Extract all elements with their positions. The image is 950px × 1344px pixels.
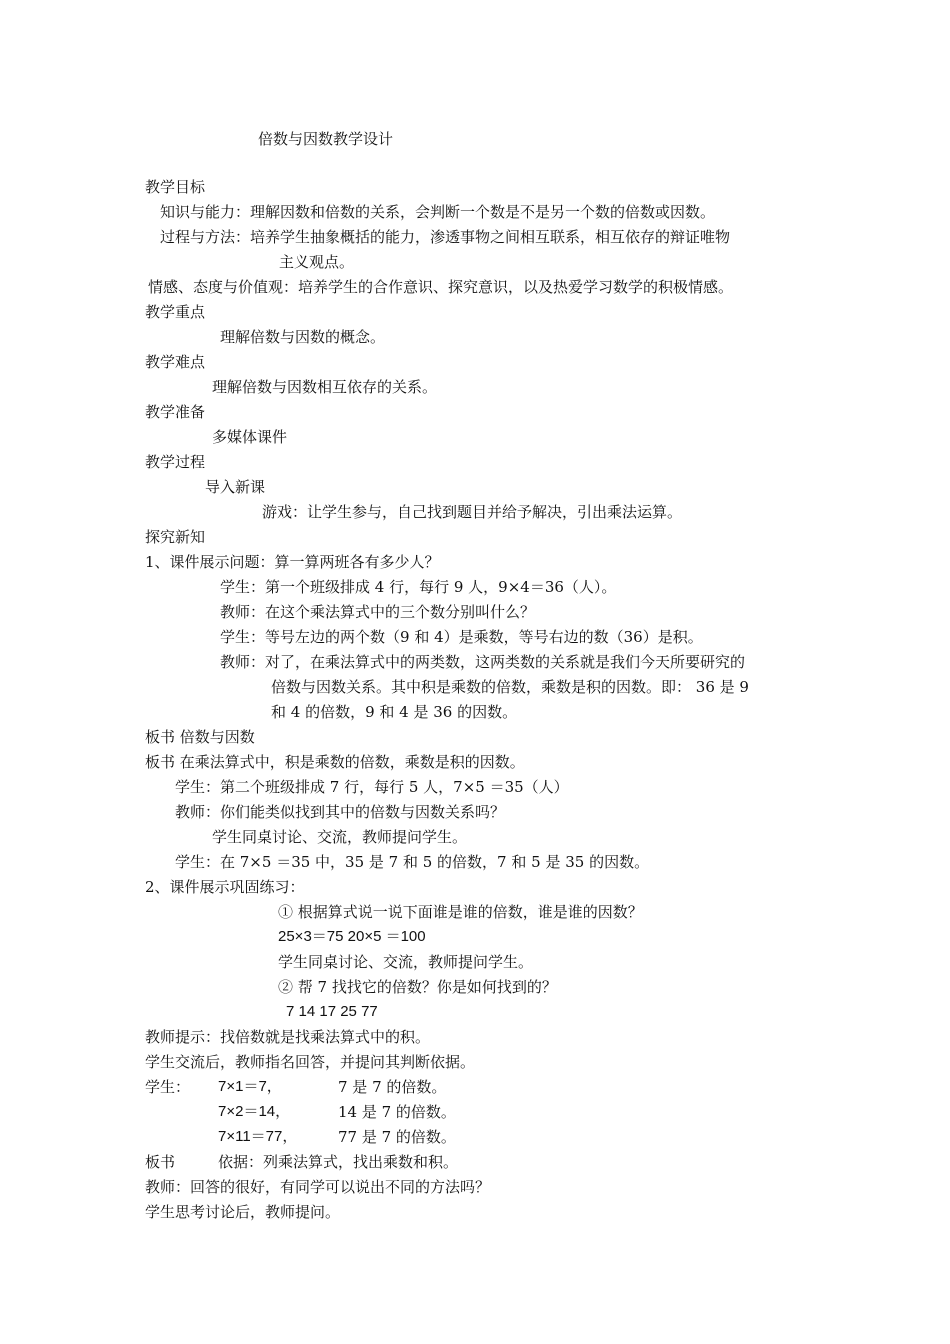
- text-line: 多媒体课件: [212, 428, 288, 446]
- text-line: 学生同桌讨论、交流，教师提问学生。: [212, 828, 468, 846]
- text-line: 学生：等号左边的两个数（9 和 4）是乘数，等号右边的数（36）是积。: [220, 628, 703, 646]
- text-line: 7×11＝77，: [218, 1128, 298, 1145]
- text-line: 学生同桌讨论、交流，教师提问学生。: [278, 953, 534, 971]
- heading-explore: 探究新知: [145, 528, 206, 546]
- text-line: 理解倍数与因数的概念。: [220, 328, 386, 346]
- text-line: 教师提示：找倍数就是找乘法算式中的积。: [145, 1028, 431, 1046]
- text-line: ① 根据算式说一说下面谁是谁的倍数，谁是谁的因数？: [278, 903, 643, 921]
- text-line: 7 14 17 25 77: [286, 1003, 378, 1020]
- text-line: 学生：第一个班级排成 4 行，每行 9 人，9×4＝36（人）。: [220, 578, 617, 596]
- text-line: 14 是 7 的倍数。: [338, 1103, 456, 1121]
- text-line: 教师：在这个乘法算式中的三个数分别叫什么？: [220, 603, 536, 621]
- text-line: 1、课件展示问题：算一算两班各有多少人？: [145, 553, 440, 571]
- text-line: 板书 在乘法算式中，积是乘数的倍数，乘数是积的因数。: [145, 753, 525, 771]
- text-line: ② 帮 7 找找它的倍数？你是如何找到的？: [278, 978, 557, 996]
- text-line: 77 是 7 的倍数。: [338, 1128, 456, 1146]
- text-line: 游戏：让学生参与，自己找到题目并给予解决，引出乘法运算。: [262, 503, 683, 521]
- text-line: 倍数与因数关系。其中积是乘数的倍数，乘数是积的因数。即： 36 是 9: [271, 678, 749, 696]
- document-title: 倍数与因数教学设计: [258, 130, 394, 148]
- text-line: 25×3＝75 20×5 ＝100: [278, 928, 426, 945]
- text-line: 学生：: [145, 1078, 191, 1096]
- text-line: 教师：对了，在乘法算式中的两类数，这两类数的关系就是我们今天所要研究的: [220, 653, 746, 671]
- text-line: 情感、态度与价值观：培养学生的合作意识、探究意识，以及热爱学习数学的积极情感。: [148, 278, 734, 296]
- text-line: 主义观点。: [279, 253, 355, 271]
- text-line: 教师：回答的很好，有同学可以说出不同的方法吗？: [145, 1178, 491, 1196]
- text-line: 7 是 7 的倍数。: [338, 1078, 447, 1096]
- heading-difficulty: 教学难点: [145, 353, 206, 371]
- text-line: 学生交流后，教师指名回答，并提问其判断依据。: [145, 1053, 476, 1071]
- heading-objectives: 教学目标: [145, 178, 206, 196]
- text-line: 学生：在 7×5 ＝35 中，35 是 7 和 5 的倍数，7 和 5 是 35 的因数。: [175, 853, 650, 871]
- text-line: 理解倍数与因数相互依存的关系。: [212, 378, 438, 396]
- text-line: 板书 倍数与因数: [145, 728, 255, 746]
- text-line: 依据：列乘法算式，找出乘数和积。: [218, 1153, 459, 1171]
- text-line: 学生：第二个班级排成 7 行，每行 5 人，7×5 ＝35（人）: [175, 778, 569, 796]
- text-line: 学生思考讨论后，教师提问。: [145, 1203, 341, 1221]
- text-line: 7×2＝14，: [218, 1103, 291, 1120]
- heading-preparation: 教学准备: [145, 403, 206, 421]
- heading-process: 教学过程: [145, 453, 206, 471]
- text-line: 过程与方法：培养学生抽象概括的能力，渗透事物之间相互联系，相互依存的辩证唯物: [160, 228, 731, 246]
- text-line: 2、课件展示巩固练习：: [145, 878, 305, 896]
- text-line: 知识与能力：理解因数和倍数的关系，会判断一个数是不是另一个数的倍数或因数。: [160, 203, 716, 221]
- text-line: 板书: [145, 1153, 176, 1171]
- text-line: 导入新课: [205, 478, 266, 496]
- text-line: 7×1＝7，: [218, 1078, 282, 1095]
- text-line: 和 4 的倍数，9 和 4 是 36 的因数。: [271, 703, 518, 721]
- text-line: 教师：你们能类似找到其中的倍数与因数关系吗？: [175, 803, 506, 821]
- heading-key-point: 教学重点: [145, 303, 206, 321]
